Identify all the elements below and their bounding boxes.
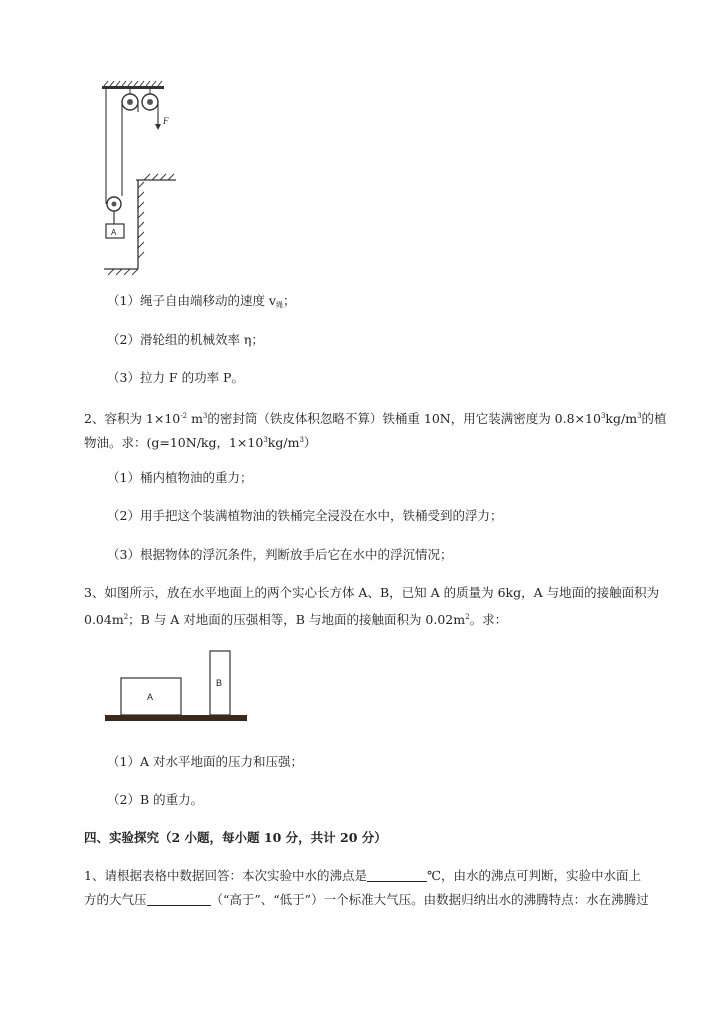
q1-part-3: （3）拉力 F 的功率 P。 xyxy=(107,370,244,385)
block-a-label: A xyxy=(111,228,117,237)
q2-part-3: （3）根据物体的浮沉条件，判断放手后它在水中的浮沉情况； xyxy=(107,547,453,562)
pulley-diagram xyxy=(96,84,206,276)
s4-q1-line2: 方的大气压 （“高于”、“低于”）一个标准大气压。由数据归纳出水的沸腾特点：水在沸腾过 xyxy=(84,892,649,907)
ground-surface xyxy=(105,715,247,721)
section-heading: 四、实验探究（2 小题，每小题 10 分，共计 20 分） xyxy=(84,830,387,845)
force-label: F xyxy=(163,116,169,126)
block-b-text: B xyxy=(216,678,223,688)
q2-part-1: （1）桶内植物油的重力； xyxy=(107,470,253,485)
q3-statement-line1: 3、如图所示，放在水平地面上的两个实心长方体 A、B，已知 A 的质量为 6kg，A 与地面的接触面积为 xyxy=(84,585,660,600)
q1-part-2: （2）滑轮组的机械效率 η； xyxy=(107,332,264,347)
ceiling-hatch xyxy=(104,81,162,86)
answer-blank-boiling-point[interactable] xyxy=(367,869,427,882)
q3-part-1: （1）A 对水平地面的压力和压强； xyxy=(107,754,303,769)
s4-q1-line1: 1、请根据表格中数据回答：本次实验中水的沸点是 ℃，由水的沸点可判断，实验中水面上 xyxy=(84,868,641,883)
q2-part-2: （2）用手把这个装满植物油的铁桶完全浸没在水中，铁桶受到的浮力； xyxy=(107,508,503,523)
blocks-diagram xyxy=(104,648,250,728)
answer-blank-pressure[interactable] xyxy=(147,893,211,906)
block-a-text: A xyxy=(147,692,154,702)
q1-part-1: （1）绳子自由端移动的速度 $v_绳$； xyxy=(107,293,296,309)
q2-statement-line2: 物油。求：(g=10N/kg，$1\times 10^3kg/m^3$） xyxy=(84,435,317,450)
q3-statement-line2: $0.04m^2$；B 与 A 对地面的压强相等，B 与地面的接触面积为 $0.02m^2$。求： xyxy=(84,612,508,627)
q3-part-2: （2）B 的重力。 xyxy=(107,792,204,807)
q2-statement-line1: 2、容积为 $1\times 10^{-2}$ $m^3$的密封筒（铁皮体积忽略不算）铁桶重 10N，用它装满密度为 $0.8\times 10^3kg/m^3$的植 xyxy=(84,411,667,426)
ceiling-beam xyxy=(102,86,164,89)
